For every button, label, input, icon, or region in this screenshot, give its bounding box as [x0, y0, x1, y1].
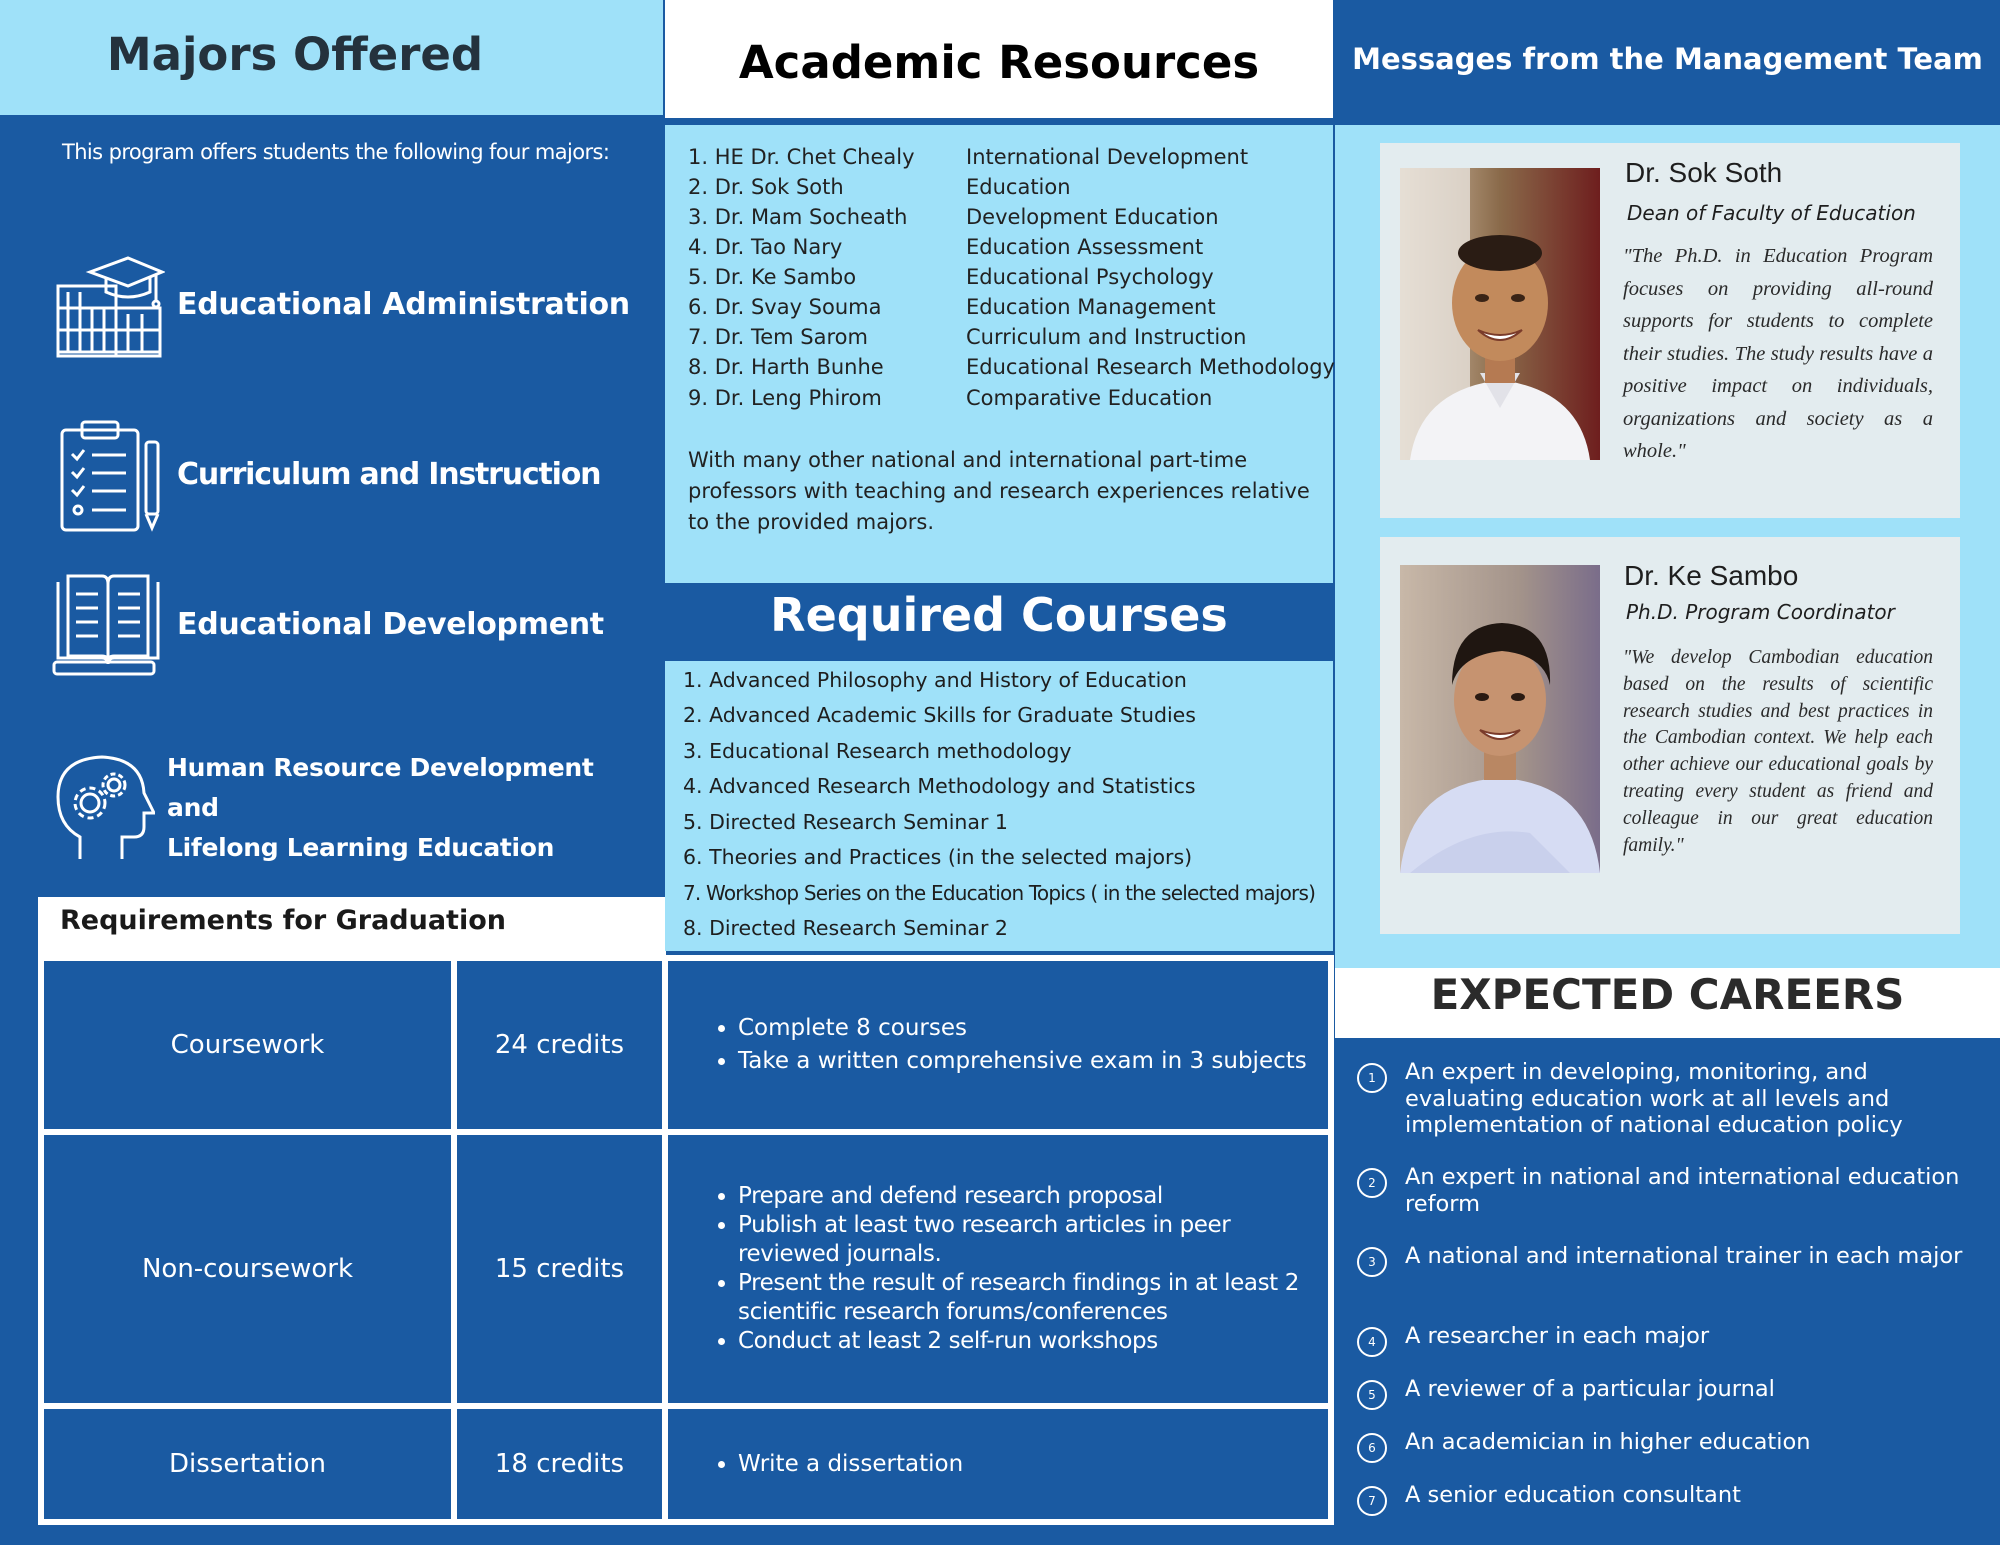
- majors-title: Majors Offered: [106, 28, 484, 81]
- req-row-details: [668, 1409, 1328, 1519]
- course-item: 4. Advanced Research Methodology and Statistics: [683, 774, 1196, 798]
- faculty-row: 2. Dr. Sok Soth Education: [688, 175, 1071, 199]
- course-item: 8. Directed Research Seminar 2: [683, 916, 1008, 940]
- career-item: [1357, 1243, 1987, 1277]
- list-item: • Write a dissertation: [738, 1448, 963, 1481]
- faculty-row: 9. Dr. Leng Phirom Comparative Education: [688, 386, 1213, 410]
- course-item: 7. Workshop Series on the Education Topics ( in the selected majors): [683, 881, 1316, 905]
- faculty-row: 1. HE Dr. Chet Chealy International Development: [688, 145, 1249, 169]
- required-courses-title: Required Courses: [770, 588, 1228, 642]
- number-badge: 3: [1357, 1247, 1387, 1277]
- req-row-name: Non-coursework: [44, 1135, 451, 1403]
- career-item: [1357, 1323, 1987, 1357]
- faculty-row: 4. Dr. Tao Nary Education Assessment: [688, 235, 1204, 259]
- req-row-name: Coursework: [44, 961, 451, 1129]
- list-item: • Complete 8 courses: [738, 1012, 1307, 1045]
- list-item: • Conduct at least 2 self-run workshops: [738, 1327, 1328, 1356]
- profile-role: Ph.D. Program Coordinator: [1626, 600, 1895, 624]
- course-item: 6. Theories and Practices (in the selected majors): [683, 845, 1193, 869]
- major-item-educational-administration: [50, 245, 650, 365]
- major-label: Educational Development: [177, 607, 604, 642]
- requirements-title: Requirements for Graduation: [60, 905, 506, 936]
- academic-resources-title: Academic Resources: [738, 36, 1260, 89]
- graduation-books-icon: [50, 248, 165, 363]
- profile-quote: "We develop Cambodian education based on the results of scientific research studies and best practices in the Cambodian context. We help each other achieve our educational goals by treating every student as friend and colleague in our great education family.": [1623, 647, 1933, 856]
- career-item: [1357, 1429, 1987, 1463]
- major-item-curriculum-instruction: [50, 415, 650, 535]
- profile-name: Dr. Ke Sambo: [1624, 560, 1799, 591]
- course-item: 3. Educational Research methodology: [683, 739, 1072, 763]
- open-book-icon: [50, 568, 165, 683]
- req-details-list: [668, 1448, 963, 1481]
- req-row-credits: 24 credits: [457, 961, 662, 1129]
- career-item: [1357, 1059, 1987, 1139]
- req-details-list: [668, 1012, 1307, 1078]
- number-badge: 1: [1357, 1063, 1387, 1093]
- number-badge: 6: [1357, 1433, 1387, 1463]
- faculty-row: 6. Dr. Svay Souma Education Management: [688, 295, 1216, 319]
- career-item: [1357, 1164, 1987, 1217]
- career-text: An academician in higher education: [1405, 1429, 1811, 1455]
- academic-resources-note: With many other national and international part-time professors with teaching and research experiences relative to the provided majors.: [688, 448, 1310, 534]
- major-label: Curriculum and Instruction: [177, 457, 601, 492]
- course-item: 5. Directed Research Seminar 1: [683, 810, 1008, 834]
- clipboard-checklist-icon: [50, 418, 165, 533]
- profile-photo: [1400, 565, 1600, 873]
- profile-role: Dean of Faculty of Education: [1627, 201, 1916, 225]
- list-item: • Present the result of research findings in at least 2 scientific research forums/conferences: [738, 1269, 1328, 1327]
- req-row-credits: 15 credits: [457, 1135, 662, 1403]
- faculty-row: 5. Dr. Ke Sambo Educational Psychology: [688, 265, 1214, 289]
- major-item-educational-development: [50, 565, 650, 685]
- career-item: [1357, 1376, 1987, 1410]
- req-row-details: [668, 1135, 1328, 1403]
- course-item: 1. Advanced Philosophy and History of Education: [683, 668, 1187, 692]
- number-badge: 4: [1357, 1327, 1387, 1357]
- profile-quote: "The Ph.D. in Education Program focuses on providing all-round supports for students to complete their studies. The study results have a positive impact on individuals, organizations and society as a whole.": [1623, 245, 1933, 462]
- majors-intro: This program offers students the following four majors:: [62, 140, 610, 164]
- course-item: 2. Advanced Academic Skills for Graduate Studies: [683, 703, 1196, 727]
- faculty-row: 3. Dr. Mam Socheath Development Education: [688, 205, 1219, 229]
- major-label: Educational Administration: [177, 287, 630, 322]
- req-row-credits: 18 credits: [457, 1409, 662, 1519]
- number-badge: 7: [1357, 1486, 1387, 1516]
- number-badge: 5: [1357, 1380, 1387, 1410]
- req-row-details: [668, 961, 1328, 1129]
- profile-photo: [1400, 168, 1600, 460]
- profile-name: Dr. Sok Soth: [1625, 157, 1783, 188]
- list-item: • Take a written comprehensive exam in 3 subjects: [738, 1045, 1307, 1078]
- major-item-human-resource-development: [50, 748, 650, 868]
- faculty-row: 7. Dr. Tem Sarom Curriculum and Instruction: [688, 325, 1247, 349]
- career-item: [1357, 1482, 1987, 1516]
- career-text: A reviewer of a particular journal: [1405, 1376, 1775, 1402]
- list-item: • Prepare and defend research proposal: [738, 1182, 1328, 1211]
- req-details-list: [668, 1182, 1328, 1356]
- head-gears-icon: [50, 751, 155, 866]
- career-text: An expert in developing, monitoring, and evaluating education work at all levels and implementation of national education policy: [1405, 1059, 1903, 1138]
- req-row-name: Dissertation: [44, 1409, 451, 1519]
- management-title: Messages from the Management Team: [1352, 42, 1983, 76]
- career-text: A researcher in each major: [1405, 1323, 1710, 1349]
- careers-title: EXPECTED CAREERS: [1430, 970, 1905, 1019]
- major-label: Human Resource Development and Lifelong Learning Education: [167, 753, 594, 862]
- faculty-row: 8. Dr. Harth Bunhe Educational Research Methodology: [688, 355, 1335, 379]
- career-text: A national and international trainer in each major: [1405, 1243, 1963, 1269]
- number-badge: 2: [1357, 1168, 1387, 1198]
- career-text: An expert in national and international education reform: [1405, 1164, 1960, 1217]
- list-item: • Publish at least two research articles in peer reviewed journals.: [738, 1211, 1328, 1269]
- career-text: A senior education consultant: [1405, 1482, 1741, 1508]
